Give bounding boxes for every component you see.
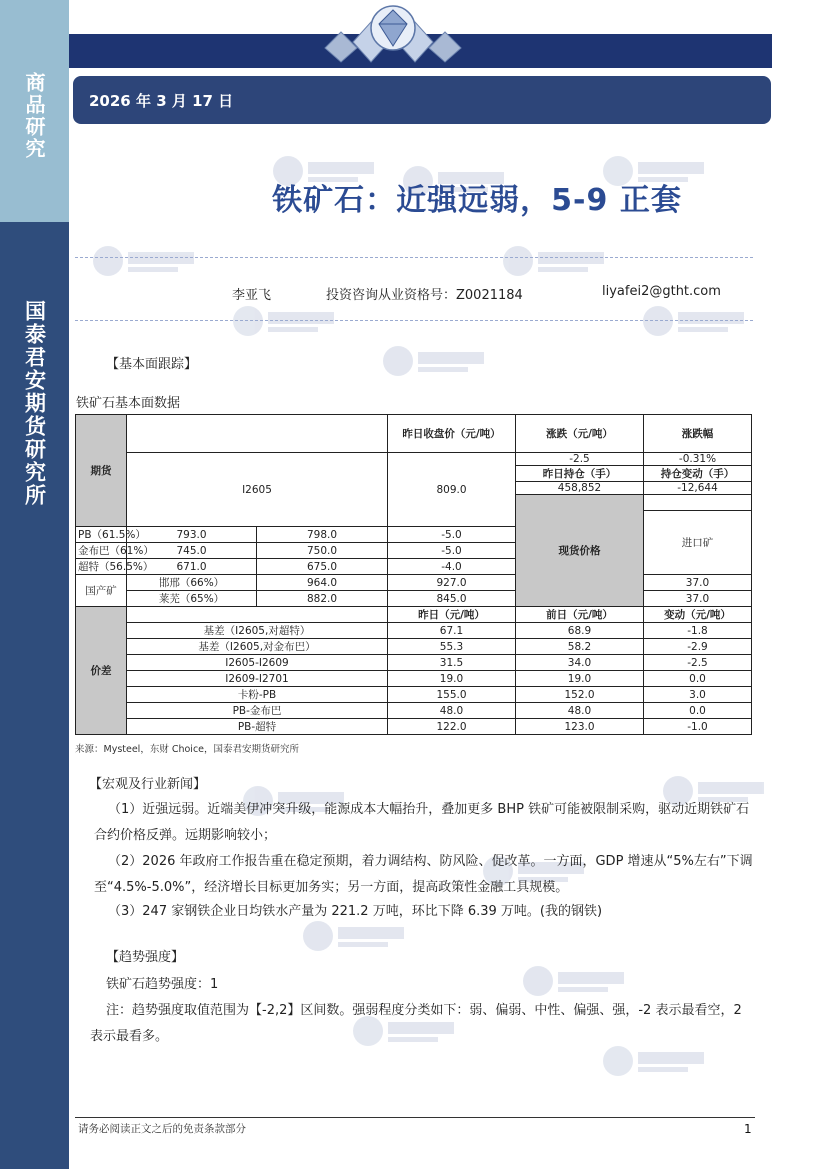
- table-row: [76, 639, 752, 655]
- spot-yday: 793.0: [127, 527, 257, 543]
- table-source: 来源：Mysteel，东财 Choice，国泰君安期货研究所: [75, 744, 300, 755]
- futures-pct: -0.31%: [644, 453, 752, 466]
- watermark-logo: [640, 300, 750, 342]
- spread-yday: 31.5: [388, 655, 516, 671]
- header-spread-prev: 前日（元/吨）: [516, 607, 644, 623]
- spread-prev: 48.0: [516, 703, 644, 719]
- footer-disclaimer: 请务必阅读正文之后的免责条款部分: [78, 1123, 246, 1135]
- section-label-spot: 现货价格: [516, 495, 644, 607]
- footer-divider: [75, 1117, 755, 1118]
- author-name: 李亚飞: [232, 288, 272, 303]
- section-label-futures: 期货: [76, 415, 127, 527]
- section-label-spread: 价差: [76, 607, 127, 735]
- spot-name: 邯邢（66%）: [127, 575, 257, 591]
- spread-yday: 67.1: [388, 623, 516, 639]
- spot-prev: 750.0: [257, 543, 388, 559]
- table-row: [76, 719, 752, 735]
- futures-close: 809.0: [388, 453, 516, 527]
- spot-name: 金布巴（61%）: [76, 543, 127, 559]
- spread-name: I2609-I2701: [127, 671, 388, 687]
- news-item: （2）2026 年政府工作报告重在稳定预期，着力调结构、防风险、促改革。一方面，GDP 增速从“5%左右”下调至“4.5%-5.0%”，经济增长目标更加务实；另一方面，提高政策性金融工具规模。: [94, 854, 753, 895]
- spread-prev: 34.0: [516, 655, 644, 671]
- watermark-logo: [500, 240, 610, 282]
- table-row: [76, 591, 752, 607]
- spot-prev: 798.0: [257, 527, 388, 543]
- spread-prev: 152.0: [516, 687, 644, 703]
- section-heading-fundamentals: 【基本面跟踪】: [106, 357, 198, 372]
- table-row: [76, 453, 752, 466]
- spread-chg: 0.0: [644, 671, 752, 687]
- report-title: 铁矿石：近强远弱，5-9 正套: [272, 183, 682, 218]
- watermark-logo: [380, 340, 490, 382]
- table-row: [76, 415, 752, 453]
- spot-name: PB（61.5%）: [76, 527, 127, 543]
- watermark-logo: [230, 300, 340, 342]
- spread-chg: -1.8: [644, 623, 752, 639]
- spot-chg: -4.0: [388, 559, 516, 575]
- trend-note: 注：趋势强度取值范围为【-2,2】区间数。强弱程度分类如下：弱、偏弱、中性、偏强、强，-2 表示最看空，2 表示最看多。: [90, 1003, 742, 1044]
- domestic-ore-label: 国产矿: [76, 575, 127, 607]
- table-title: 铁矿石基本面数据: [76, 396, 181, 411]
- spread-chg: -2.5: [644, 655, 752, 671]
- spread-name: 基差（I2605,对金布巴）: [127, 639, 388, 655]
- spread-yday: 19.0: [388, 671, 516, 687]
- spot-prev: 845.0: [388, 591, 516, 607]
- spread-chg: 0.0: [644, 703, 752, 719]
- author-email[interactable]: liyafei2@gtht.com: [602, 284, 721, 299]
- spread-prev: 123.0: [516, 719, 644, 735]
- page-number: 1: [744, 1122, 752, 1136]
- spread-chg: -2.9: [644, 639, 752, 655]
- spot-prev: 927.0: [388, 575, 516, 591]
- spread-yday: 55.3: [388, 639, 516, 655]
- table-row: [76, 575, 752, 591]
- news-item: （1）近强远弱。近端美伊冲突升级，能源成本大幅抬升，叠加更多 BHP 铁矿可能被限制采购，驱动近期铁矿石合约价格反弹。远期影响较小；: [94, 802, 750, 843]
- header-spread-chg: 变动（元/吨）: [644, 607, 752, 623]
- futures-contract: I2605: [127, 453, 388, 527]
- divider: [75, 320, 753, 321]
- table-row: [76, 607, 752, 623]
- import-ore-label: 进口矿: [644, 511, 752, 575]
- spot-chg: 37.0: [644, 575, 752, 591]
- spread-yday: 155.0: [388, 687, 516, 703]
- header-spread-yday: 昨日（元/吨）: [388, 607, 516, 623]
- fundamentals-table: [75, 414, 752, 735]
- spot-prev: 675.0: [257, 559, 388, 575]
- spread-chg: 3.0: [644, 687, 752, 703]
- header-pct: 涨跌幅: [644, 415, 752, 453]
- table-row: [76, 623, 752, 639]
- table-row: [76, 703, 752, 719]
- spot-yday: 671.0: [127, 559, 257, 575]
- news-item: （3）247 家钢铁企业日均铁水产量为 221.2 万吨，环比下降 6.39 万吨。(我的钢铁): [108, 904, 603, 919]
- report-date: 2026 年 3 月 17 日: [89, 92, 234, 110]
- spread-name: I2605-I2609: [127, 655, 388, 671]
- table-row: [76, 687, 752, 703]
- spread-chg: -1.0: [644, 719, 752, 735]
- header-oi: 昨日持仓（手）: [516, 466, 644, 482]
- futures-oi: 458,852: [516, 482, 644, 495]
- spot-yday: 882.0: [257, 591, 388, 607]
- spot-chg: -5.0: [388, 543, 516, 559]
- spread-prev: 58.2: [516, 639, 644, 655]
- futures-oi-change: -12,644: [644, 482, 752, 495]
- author-license: 投资咨询从业资格号：Z0021184: [326, 288, 523, 303]
- spot-chg: -5.0: [388, 527, 516, 543]
- futures-change: -2.5: [516, 453, 644, 466]
- spread-yday: 122.0: [388, 719, 516, 735]
- sidebar-company: 国泰君安期货研究所: [22, 300, 47, 507]
- spread-prev: 68.9: [516, 623, 644, 639]
- spread-name: PB-金布巴: [127, 703, 388, 719]
- divider: [75, 257, 753, 258]
- spread-yday: 48.0: [388, 703, 516, 719]
- section-heading-news: 【宏观及行业新闻】: [89, 777, 207, 792]
- watermark-logo: [90, 240, 200, 282]
- spread-prev: 19.0: [516, 671, 644, 687]
- header-change: 涨跌（元/吨）: [516, 415, 644, 453]
- spot-chg: 37.0: [644, 591, 752, 607]
- spread-name: PB-超特: [127, 719, 388, 735]
- sidebar-category: 商品研究: [22, 72, 46, 160]
- header-oi-change: 持仓变动（手）: [644, 466, 752, 482]
- spot-name: 超特（56.5%）: [76, 559, 127, 575]
- spot-yday: 964.0: [257, 575, 388, 591]
- trend-strength: 铁矿石趋势强度：1: [106, 977, 219, 992]
- header-close: 昨日收盘价（元/吨）: [388, 415, 516, 453]
- diamond-logo-icon: [323, 2, 463, 68]
- section-heading-trend: 【趋势强度】: [106, 950, 185, 965]
- table-row: [76, 671, 752, 687]
- spread-name: 基差（I2605,对超特）: [127, 623, 388, 639]
- table-row: [76, 655, 752, 671]
- spread-name: 卡粉-PB: [127, 687, 388, 703]
- spot-yday: 745.0: [127, 543, 257, 559]
- spot-name: 莱芜（65%）: [127, 591, 257, 607]
